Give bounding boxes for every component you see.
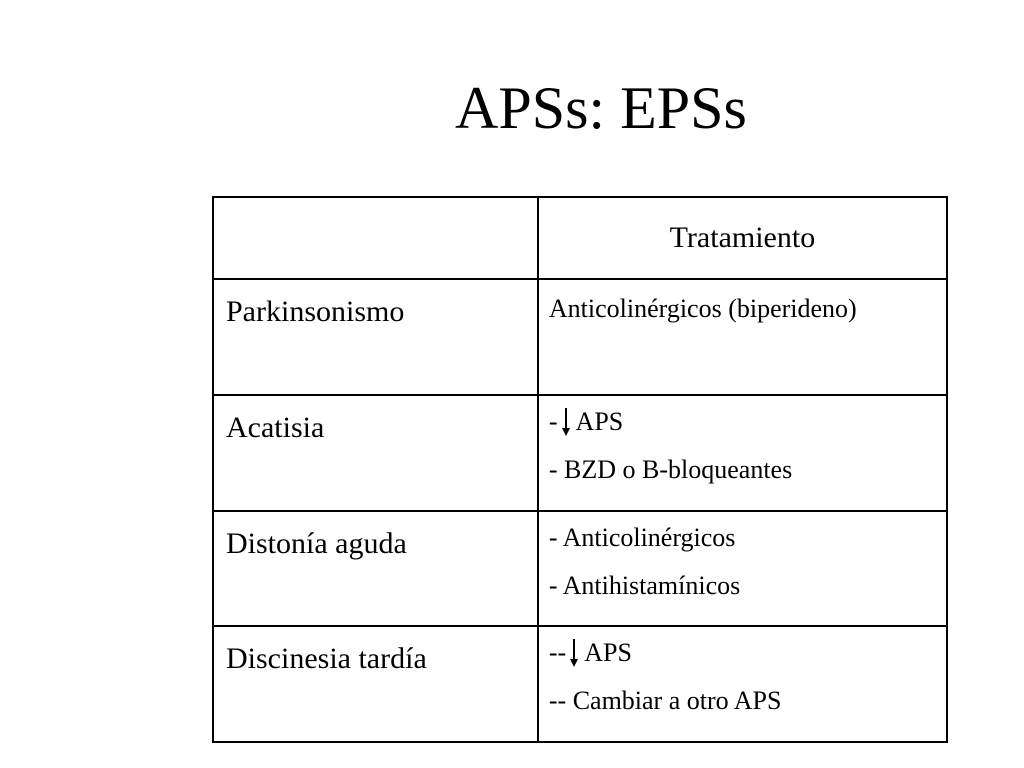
treatment-line: - Anticolinérgicos: [548, 522, 736, 552]
treatment-text: APS: [575, 407, 624, 437]
treatment-dash: -: [548, 407, 558, 437]
eps-treatment-table: [212, 196, 948, 743]
treatment-line: [549, 408, 946, 436]
header-treatment-cell: Tratamiento: [538, 197, 947, 279]
header-empty-cell: [213, 197, 538, 279]
treatment-line: -- Cambiar a otro APS: [548, 686, 782, 716]
condition-cell: Distonía aguda: [213, 511, 538, 627]
treatment-cell: [538, 626, 947, 742]
treatment-line: Anticolinérgicos (biperideno): [548, 294, 857, 324]
table-header-row: [213, 197, 947, 279]
table-row-distonia-aguda: [213, 511, 947, 627]
table-row-acatisia: [213, 395, 947, 511]
treatment-cell: [538, 279, 947, 395]
down-arrow-icon: [570, 639, 578, 667]
slide-title: APSs: EPSs: [455, 75, 747, 141]
treatment-cell: [538, 511, 947, 627]
condition-cell: Acatisia: [213, 395, 538, 511]
treatment-cell: [538, 395, 947, 511]
treatment-dash: --: [548, 638, 567, 668]
table-row-parkinsonismo: [213, 279, 947, 395]
table-row-discinesia-tardia: [213, 626, 947, 742]
treatment-line: [549, 639, 946, 667]
down-arrow-icon: [562, 408, 570, 436]
condition-cell: Discinesia tardía: [213, 626, 538, 742]
treatment-line: - BZD o B-bloqueantes: [548, 455, 793, 485]
treatment-line: - Antihistamínicos: [548, 570, 741, 600]
condition-cell: Parkinsonismo: [213, 279, 538, 395]
treatment-text: APS: [584, 638, 632, 668]
